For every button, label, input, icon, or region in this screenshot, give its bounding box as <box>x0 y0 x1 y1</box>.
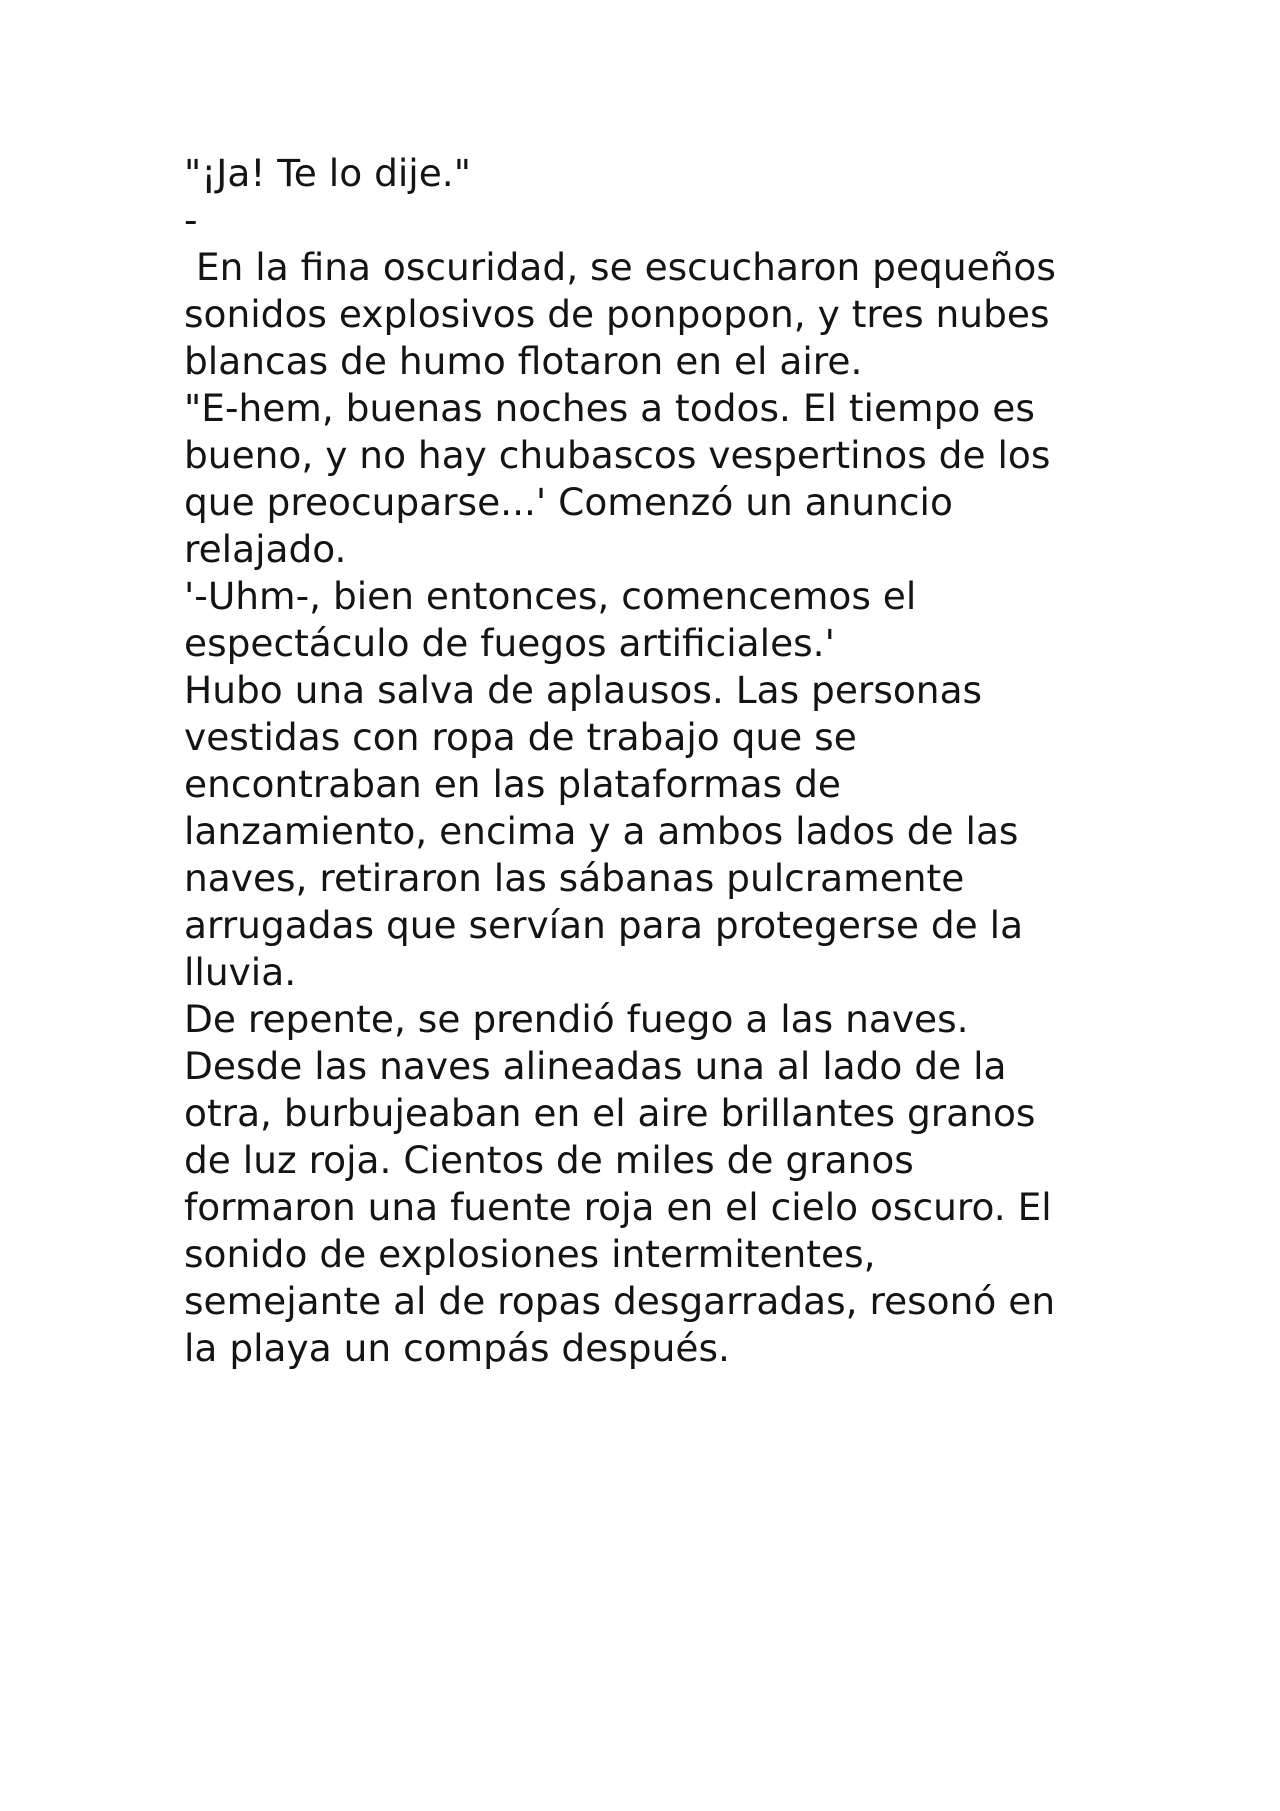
text-line: la playa un compás después. <box>184 1326 730 1370</box>
text-line: vestidas con ropa de trabajo que se <box>184 715 857 759</box>
paragraph <box>184 385 1124 573</box>
text-line: de luz roja. Cientos de miles de granos <box>184 1138 914 1182</box>
scene-break: - <box>184 198 198 242</box>
text-line: lanzamiento, encima y a ambos lados de las <box>184 809 1019 853</box>
text-line: De repente, se prendió fuego a las naves. <box>184 997 969 1041</box>
opening-quote: "¡Ja! Te lo dije." <box>184 151 471 195</box>
text-line: semejante al de ropas desgarradas, resonó en <box>184 1279 1056 1323</box>
text-line: encontraban en las plataformas de <box>184 762 841 806</box>
text-line: relajado. <box>184 527 347 571</box>
paragraphs <box>184 244 1124 1372</box>
text-line: "E-hem, buenas noches a todos. El tiempo es <box>184 386 1035 430</box>
paragraph <box>184 667 1124 996</box>
text-line: lluvia. <box>184 950 297 994</box>
text-line: '-Uhm-, bien entonces, comencemos el <box>184 574 917 618</box>
text-line: arrugadas que servían para protegerse de la <box>184 903 1024 947</box>
text-line: otra, burbujeaban en el aire brillantes granos <box>184 1091 1036 1135</box>
paragraph <box>184 573 1124 667</box>
paragraph <box>184 996 1124 1043</box>
text-column <box>184 150 1124 1372</box>
text-line: Hubo una salva de aplausos. Las personas <box>184 668 983 712</box>
text-line: sonidos explosivos de ponpopon, y tres nubes <box>184 292 1050 336</box>
text-line: naves, retiraron las sábanas pulcramente <box>184 856 965 900</box>
text-line: Desde las naves alineadas una al lado de la <box>184 1044 1007 1088</box>
text-line: sonido de explosiones intermitentes, <box>184 1232 876 1276</box>
text-line: que preocuparse...' Comenzó un anuncio <box>184 480 953 524</box>
text-line: formaron una fuente roja en el cielo oscuro. El <box>184 1185 1052 1229</box>
text-line: bueno, y no hay chubascos vespertinos de los <box>184 433 1051 477</box>
text-line: espectáculo de fuegos artificiales.' <box>184 621 835 665</box>
paragraph <box>184 244 1124 385</box>
paragraph <box>184 1043 1124 1372</box>
text-line: En la fina oscuridad, se escucharon pequeños <box>184 245 1056 289</box>
text-line: blancas de humo flotaron en el aire. <box>184 339 863 383</box>
